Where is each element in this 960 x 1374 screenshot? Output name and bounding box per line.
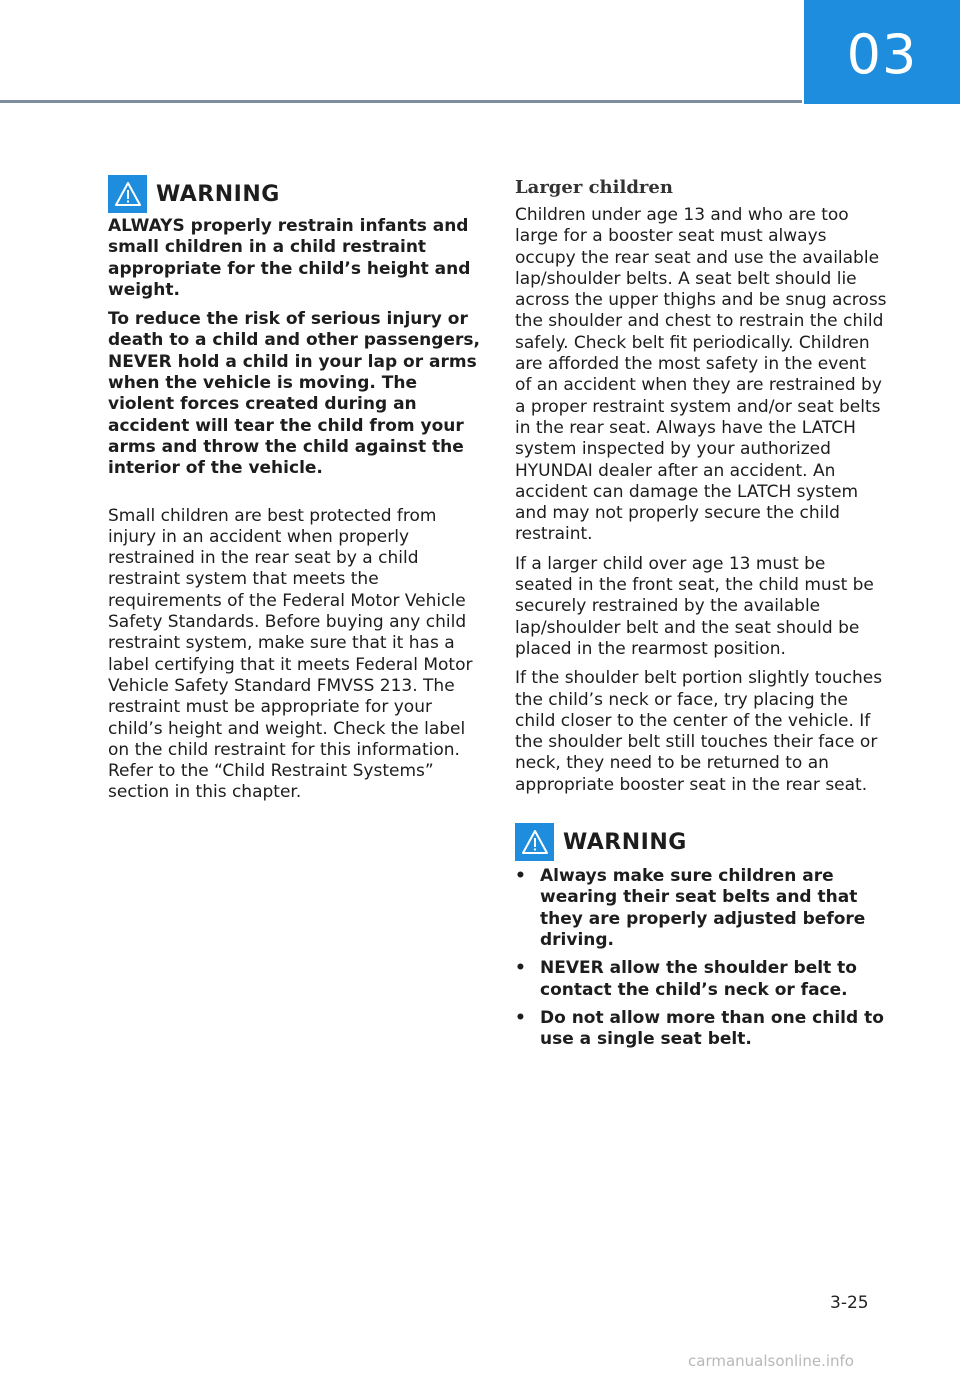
left-column [108,174,480,812]
warning-paragraph: ALWAYS properly restrain infants and small children in a child restraint appropriate for the child’s height and weight. [108,216,471,300]
body-paragraph: Children under age 13 and who are too large for a booster seat must always occupy the rear seat and use the available lap/shoulder belts. A seat belt should lie across the upper thighs and be snug across the shoulder and chest to restrain the child safely. Check belt fit periodically. Children are afforded the most safety in the event of an accident when they are restrained by a proper restraint system and/or seat belts in the rear seat. Always have the LATCH system inspected by your authorized HYUNDAI dealer after an accident. An accident can damage the LATCH system and may not properly secure the child restraint. [515,205,887,545]
list-item-text: Do not allow more than one child to use a single seat belt. [540,1007,884,1050]
body-text [108,506,480,804]
list-item [515,866,887,951]
body-paragraph: Small children are best protected from injury in an accident when properly restrained in the rear seat by a child restraint system that meets the requirements of the Federal Motor Vehicle Safety Standards. Before buying any child restraint system, make sure that it has a label certifying that it meets Federal Motor Vehicle Safety Standard FMVSS 213. The restraint must be appropriate for your child’s height and weight. Check the label on the child restraint for this information. Refer to the “Child Restraint Systems” section in this chapter. [108,505,473,803]
chapter-number: 03 [846,22,918,86]
page-number: 3-25 [830,1293,869,1313]
list-item-text: NEVER allow the shoulder belt to contact the child’s neck or face. [540,958,857,1000]
warning-triangle-icon [515,823,554,861]
bullet-glyph: • [515,958,526,979]
list-item [515,958,887,1001]
warning-title: WARNING [563,829,687,855]
warning-list [515,866,887,1050]
right-column [515,177,887,1057]
body-paragraph: If a larger child over age 13 must be seated in the front seat, the child must be securely restrained by the available lap/shoulder belt and the seat should be placed in the rearmost position. [515,553,874,659]
body-paragraph: If the shoulder belt portion slightly touches the child’s neck or face, try placing the child closer to the center of the vehicle. If the shoulder belt still touches their face or neck, they need to be returned to an appropriate booster seat in the rear seat. [515,668,883,795]
body-text [515,205,887,796]
header-rule [0,100,802,103]
warning-title: WARNING [156,181,280,207]
list-item-text: Always make sure children are wearing their seat belts and that they are properly adjusted before driving. [540,866,866,950]
watermark: carmanualsonline.info [688,1352,854,1370]
list-item [515,1008,887,1051]
warning-text [108,216,480,480]
warning-paragraph: To reduce the risk of serious injury or death to a child and other passengers, NEVER hold a child in your lap or arms when the vehicle is moving. The violent forces created during an accident will tear the child from your arms and throw the child against the interior of the vehicle. [108,309,480,479]
warning-triangle-icon [108,175,147,213]
bullet-glyph: • [515,866,526,887]
bullet-glyph: • [515,1007,526,1028]
section-heading: Larger children [515,177,673,198]
warning-header [515,822,887,862]
chapter-tab [804,0,960,104]
warning-header [108,174,480,214]
